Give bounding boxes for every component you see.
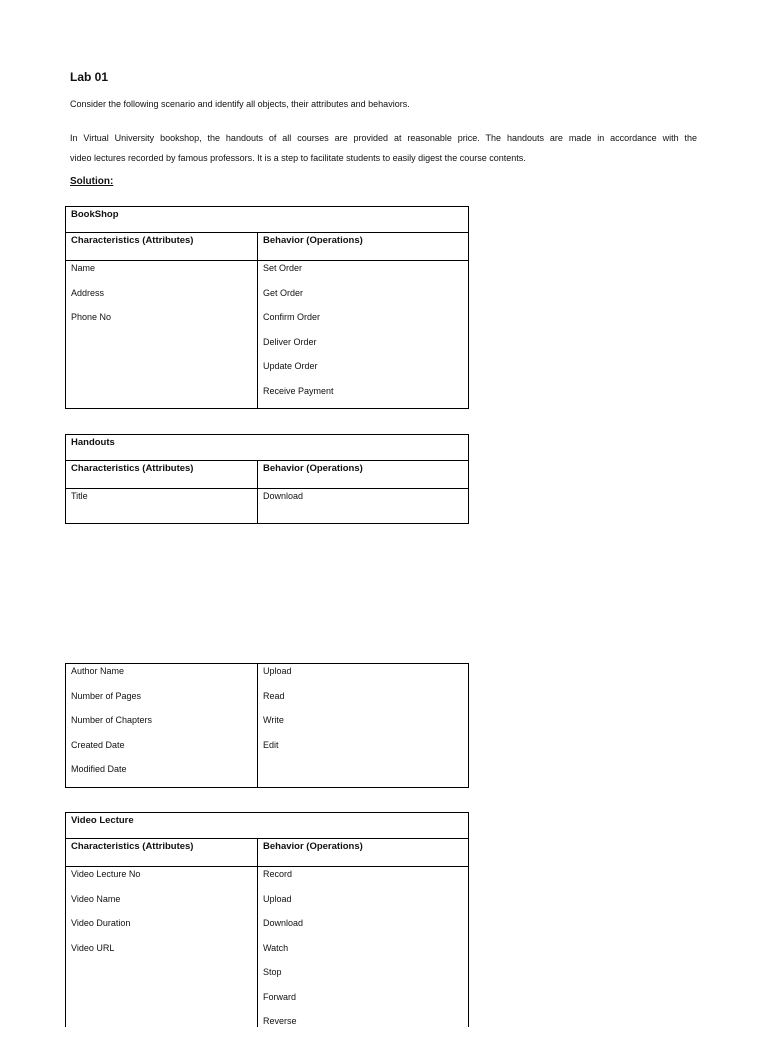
attribute-item: Created Date	[71, 739, 125, 750]
bookshop-behaviors	[258, 261, 468, 408]
behavior-item: Confirm Order	[263, 312, 321, 322]
attribute-item: Video Name	[71, 893, 121, 904]
handouts-behaviors	[258, 489, 468, 523]
bookshop-title: BookShop	[66, 207, 468, 233]
behavior-item: Write	[263, 715, 284, 725]
handouts-body	[66, 489, 468, 523]
attribute-item: Title	[71, 491, 88, 501]
behaviors-header: Behavior (Operations)	[263, 463, 363, 474]
behavior-item: Deliver Order	[263, 336, 317, 347]
paragraph-line-2: video lectures recorded by famous professors. It is a step to facilitate students to easily digest the course contents.	[70, 153, 526, 163]
behavior-item: Download	[263, 918, 304, 928]
behaviors-header: Behavior (Operations)	[263, 841, 363, 852]
behavior-item: Reverse	[263, 1016, 297, 1026]
solution-label: Solution:	[70, 176, 114, 187]
paragraph-line-1: In Virtual University bookshop, the handouts of all courses are provided at reasonable price. The handouts are made in accordance with the	[70, 133, 697, 143]
attribute-item: Modified Date	[71, 764, 127, 774]
behavior-item: Read	[263, 690, 285, 701]
attribute-item: Video Duration	[71, 918, 131, 928]
handouts-title: Handouts	[66, 435, 468, 461]
attribute-item: Phone No	[71, 312, 112, 322]
attribute-item: Address	[71, 287, 105, 298]
video-lecture-body	[66, 867, 468, 1027]
behavior-item: Set Order	[263, 263, 303, 273]
scenario-paragraph	[70, 128, 697, 168]
behavior-item: Stop	[263, 967, 282, 977]
bookshop-header-row	[66, 233, 468, 261]
handouts-attributes	[66, 489, 258, 523]
video-lecture-attributes	[66, 867, 258, 1027]
bookshop-body	[66, 261, 468, 408]
behavior-item: Upload	[263, 666, 292, 676]
handouts-header-row	[66, 461, 468, 489]
attribute-item: Number of Pages	[71, 690, 142, 701]
attributes-header: Characteristics (Attributes)	[66, 839, 258, 866]
video-lecture-header-row	[66, 839, 468, 867]
bookshop-table	[65, 206, 469, 409]
behavior-item: Edit	[263, 739, 279, 750]
handouts-continued-attributes	[66, 664, 258, 787]
behavior-item: Receive Payment	[263, 385, 334, 396]
video-lecture-behaviors	[258, 867, 468, 1027]
attribute-item: Number of Chapters	[71, 715, 153, 725]
behavior-item: Forward	[263, 991, 297, 1002]
behavior-item: Record	[263, 869, 293, 879]
attribute-item: Name	[71, 263, 96, 273]
attribute-item: Author Name	[71, 666, 125, 676]
behavior-item: Update Order	[263, 361, 318, 371]
behavior-item: Get Order	[263, 287, 304, 298]
handouts-continued-behaviors	[258, 664, 468, 787]
behavior-item: Upload	[263, 893, 292, 904]
bookshop-attributes	[66, 261, 258, 408]
handouts-continued-table	[65, 663, 469, 788]
video-lecture-title: Video Lecture	[66, 813, 468, 839]
behavior-item: Watch	[263, 942, 289, 953]
handouts-continued-body	[66, 664, 468, 787]
handouts-table	[65, 434, 469, 524]
behaviors-header: Behavior (Operations)	[263, 235, 363, 246]
attribute-item: Video URL	[71, 942, 115, 953]
video-lecture-table	[65, 812, 469, 1027]
attribute-item: Video Lecture No	[71, 869, 141, 879]
intro-text: Consider the following scenario and identify all objects, their attributes and behaviors.	[70, 99, 410, 109]
page-title: Lab 01	[70, 70, 109, 84]
behavior-item: Download	[263, 491, 304, 501]
attributes-header: Characteristics (Attributes)	[66, 461, 258, 488]
attributes-header: Characteristics (Attributes)	[66, 233, 258, 260]
